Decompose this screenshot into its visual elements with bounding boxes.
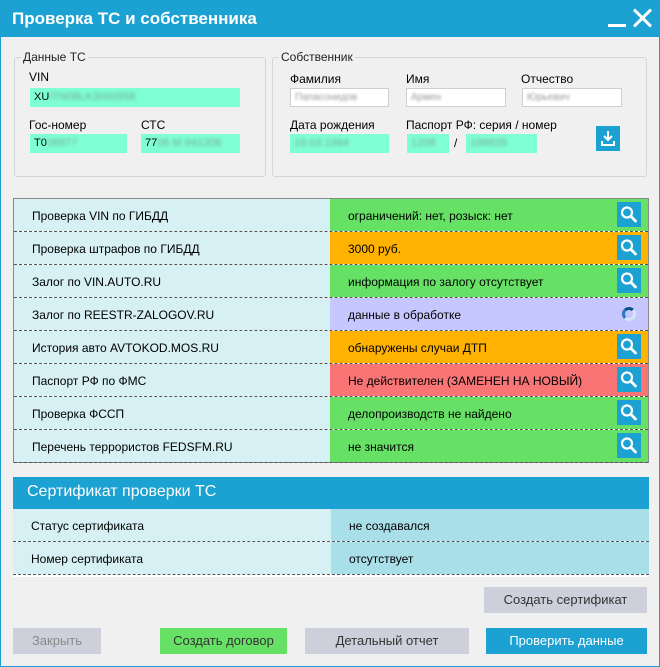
certificate-status-row [13, 509, 649, 542]
search-button[interactable] [617, 433, 641, 458]
sts-label: СТС [141, 118, 166, 132]
check-row [14, 331, 648, 364]
birth-date-field[interactable]: 19.03.1964 [290, 134, 389, 153]
name-field[interactable]: Армен [406, 88, 506, 107]
minimize-icon[interactable] [605, 6, 629, 30]
create-certificate-button[interactable]: Создать сертификат [484, 587, 647, 613]
check-name: Проверка штрафов по ГИБДД [14, 232, 330, 264]
search-button[interactable] [617, 367, 641, 392]
owner-group [272, 50, 647, 177]
close-icon[interactable] [630, 6, 654, 30]
surname-label: Фамилия [290, 72, 341, 86]
vin-label: VIN [29, 70, 50, 84]
checks-table [13, 198, 649, 463]
check-result: 3000 руб. [330, 232, 648, 264]
search-icon [617, 268, 641, 293]
gos-number-field[interactable]: Т008877 [30, 134, 127, 153]
check-name: Паспорт РФ по ФМС [14, 364, 330, 396]
check-row [14, 397, 648, 430]
verify-data-button[interactable]: Проверить данные [486, 628, 647, 654]
certificate-status-label: Статус сертификата [13, 509, 331, 541]
check-name: Перечень террористов FEDSFM.RU [14, 430, 330, 462]
search-icon [617, 433, 641, 458]
passport-label: Паспорт РФ: серия / номер [406, 118, 557, 132]
check-result: не значится [330, 430, 648, 462]
title-bar[interactable] [1, 1, 659, 37]
certificate-number-label: Номер сертификата [13, 542, 331, 574]
check-row [14, 199, 648, 232]
check-row [14, 430, 648, 463]
loading-spinner-icon [617, 301, 641, 326]
name-label: Имя [406, 72, 430, 86]
patronymic-label: Отчество [521, 72, 574, 86]
owner-group-title: Собственник [281, 50, 353, 64]
check-row [14, 364, 648, 397]
check-name: Залог по REESTR-ZALOGOV.RU [14, 298, 330, 330]
spinner-ring [622, 307, 636, 321]
check-row [14, 232, 648, 265]
vehicle-group [14, 50, 266, 177]
check-result: Не действителен (ЗАМЕНЕН НА НОВЫЙ) [330, 364, 648, 396]
check-name: Залог по VIN.AUTO.RU [14, 265, 330, 297]
sts-field[interactable]: 7706 М 641206 [141, 134, 240, 153]
search-button[interactable] [617, 334, 641, 359]
certificate-status-value: не создавался [331, 509, 649, 541]
certificate-section [13, 477, 649, 577]
search-button[interactable] [617, 235, 641, 260]
passport-separator: / [454, 136, 458, 150]
check-result: обнаружены случаи ДТП [330, 331, 648, 363]
patronymic-field[interactable]: Юрьевич [522, 88, 622, 107]
download-button[interactable] [596, 126, 620, 151]
search-icon [617, 202, 641, 227]
check-result: информация по залогу отсутствует [330, 265, 648, 297]
check-name: Проверка VIN по ГИБДД [14, 199, 330, 231]
surname-field[interactable]: Папасонидов [290, 88, 389, 107]
search-icon [617, 334, 641, 359]
detailed-report-button[interactable]: Детальный отчет [305, 628, 469, 654]
search-button[interactable] [617, 400, 641, 425]
check-row [14, 298, 648, 331]
close-button[interactable]: Закрыть [13, 628, 101, 654]
passport-number-field[interactable]: 186839 [466, 134, 537, 153]
check-result: делопроизводств не найдено [330, 397, 648, 429]
check-name: История авто AVTOKOD.MOS.RU [14, 331, 330, 363]
search-button[interactable] [617, 268, 641, 293]
window-title: Проверка ТС и собственника [12, 9, 257, 28]
vehicle-group-title: Данные ТС [23, 50, 86, 64]
passport-series-field[interactable]: 1208 [407, 134, 449, 153]
search-icon [617, 235, 641, 260]
vin-field[interactable]: XUITN08LK3000558 [30, 88, 240, 107]
certificate-title: Сертификат проверки ТС [13, 477, 649, 509]
birth-date-label: Дата рождения [290, 118, 375, 132]
search-icon [617, 367, 641, 392]
check-result: ограничений: нет, розыск: нет [330, 199, 648, 231]
check-result: данные в обработке [330, 298, 648, 330]
create-contract-button[interactable]: Создать договор [160, 628, 287, 654]
search-icon [617, 400, 641, 425]
check-name: Проверка ФССП [14, 397, 330, 429]
download-icon [596, 126, 620, 151]
gos-number-label: Гос-номер [29, 118, 87, 132]
search-button[interactable] [617, 202, 641, 227]
certificate-number-row [13, 542, 649, 575]
certificate-number-value: отсутствует [331, 542, 649, 574]
check-row [14, 265, 648, 298]
